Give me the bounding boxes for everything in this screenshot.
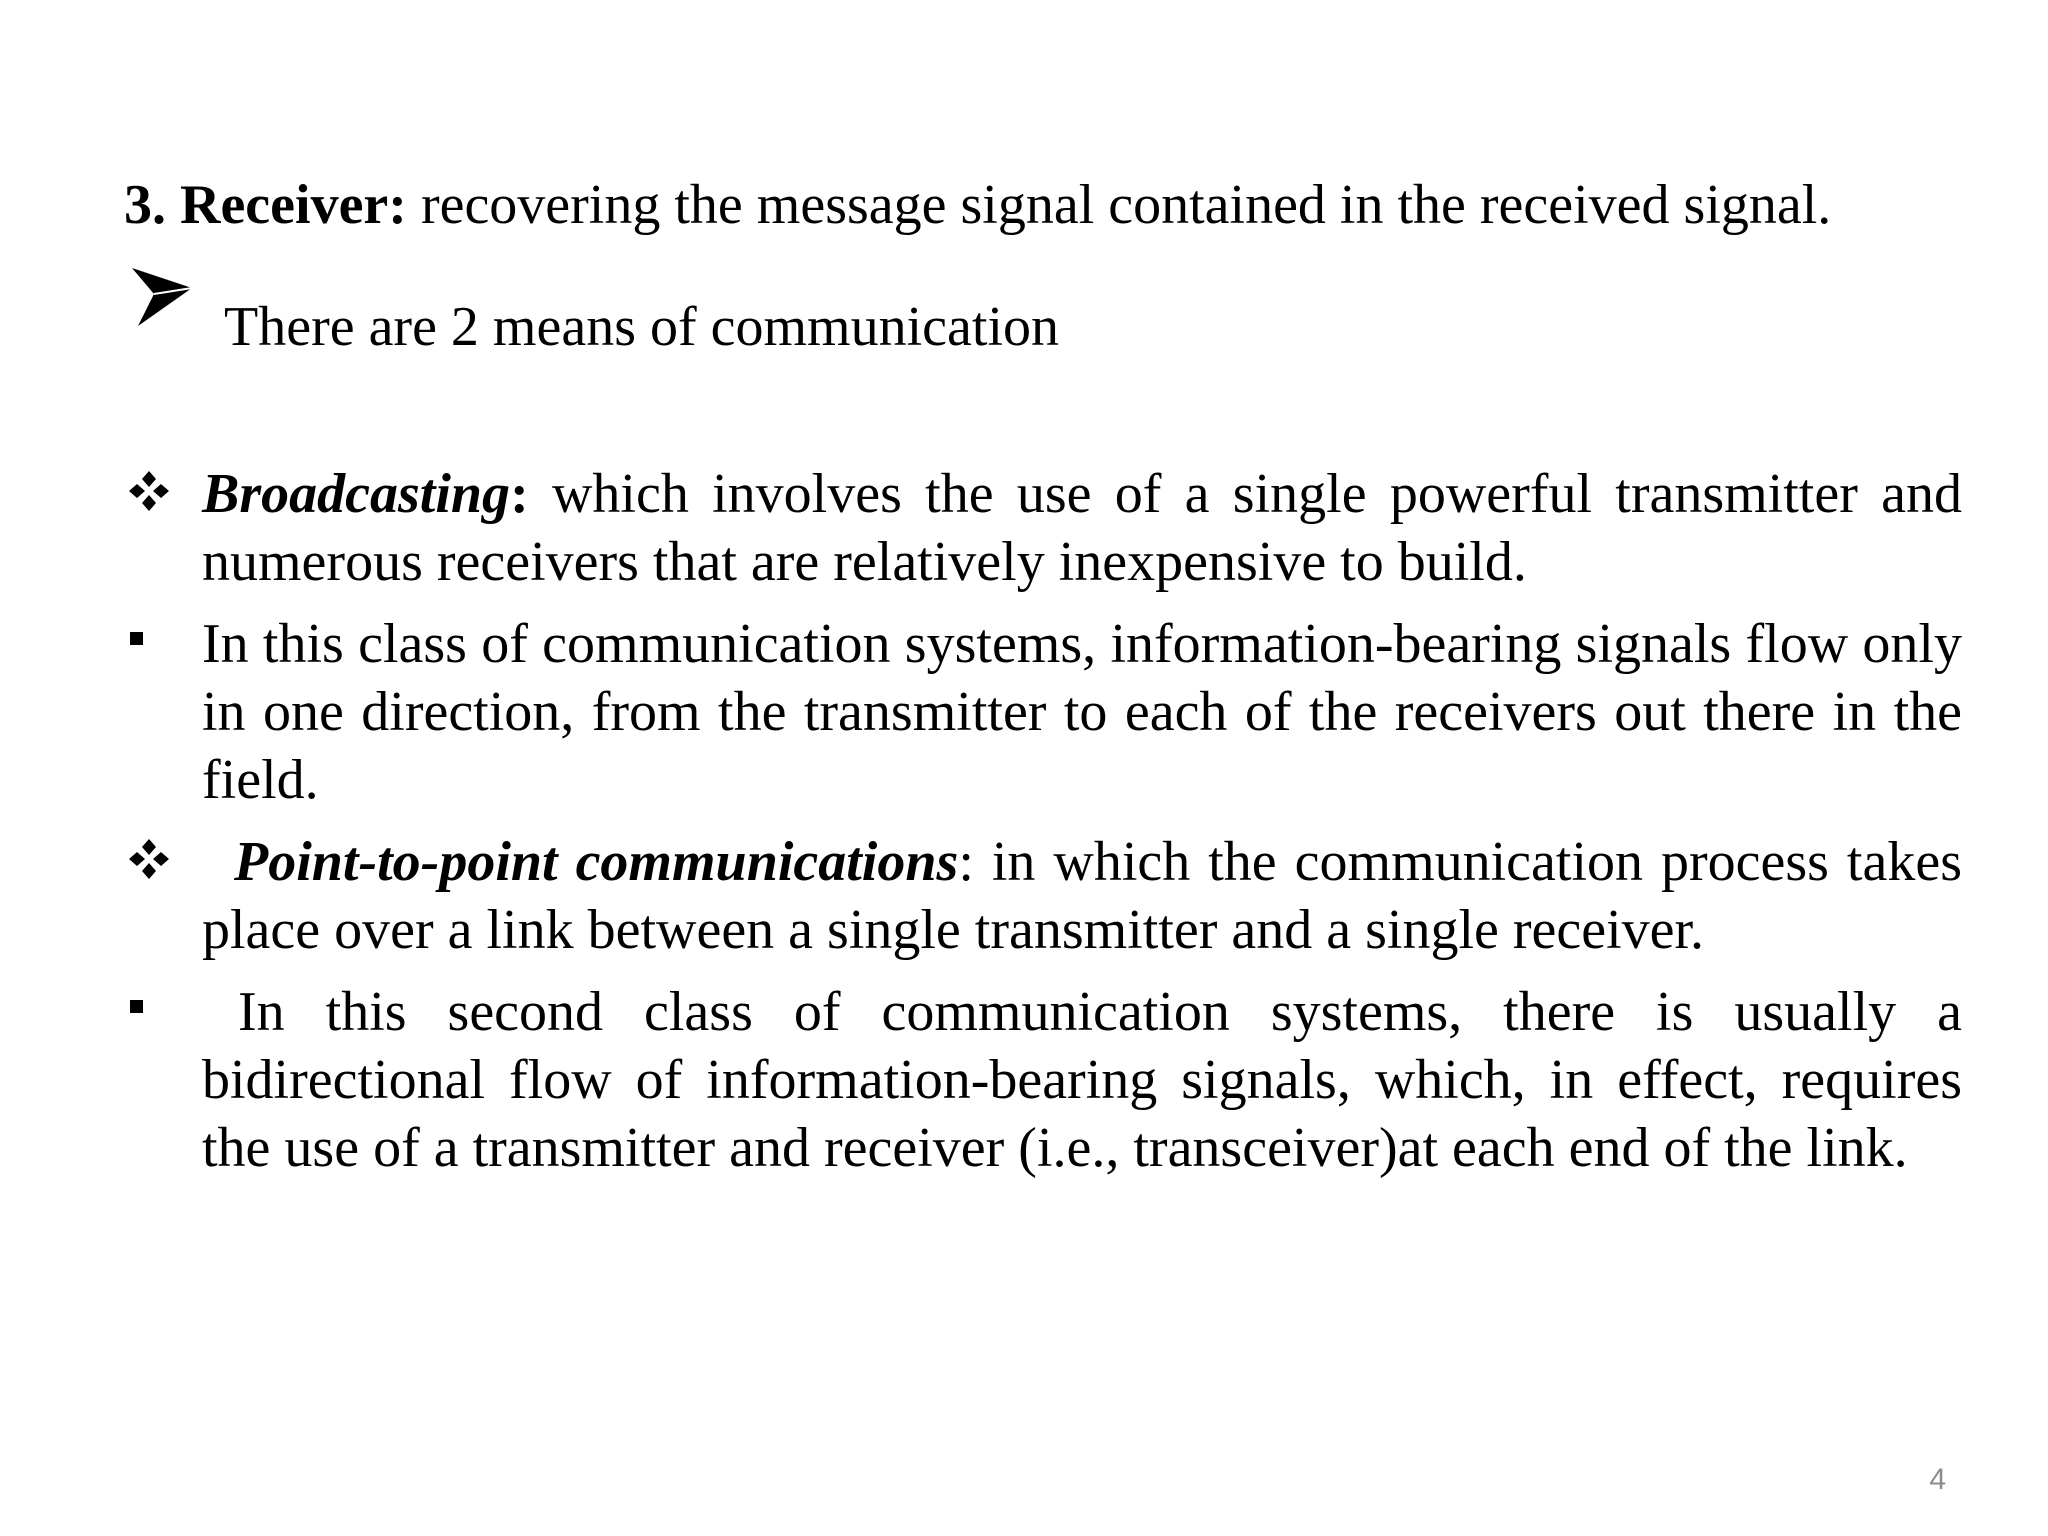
heading-number: 3. Receiver:	[124, 174, 407, 236]
term-point-to-point: Point-to-point communications	[234, 831, 959, 893]
list-item-text: In this class of communication systems, information-bearing signals flow only in one direction, from the transmitter to each of the receivers out there in the field.	[202, 613, 1962, 811]
receiver-heading	[124, 172, 1831, 238]
list-item-broadcasting	[124, 460, 1962, 596]
arrowhead-bullet-icon	[130, 264, 194, 328]
intro-line	[124, 258, 1324, 358]
list-item-text: Point-to-point communications: in which the communication process takes place over a link between a single transmitter and a single receiver.	[202, 831, 1962, 961]
square-bullet-icon	[130, 632, 143, 645]
square-bullet-icon	[130, 1000, 143, 1013]
list-item-text: In this second class of communication systems, there is usually a bidirectional flow of information-bearing signals, which, in effect, requires the use of a transmitter and receiver (i.e., transceiver)at each end of the link.	[202, 981, 1962, 1179]
diamond-cluster-bullet-icon	[128, 470, 170, 512]
term-broadcasting: Broadcasting	[202, 463, 511, 525]
heading-text: recovering the message signal contained in the received signal.	[406, 174, 1832, 236]
list-item-point-to-point-detail	[124, 978, 1962, 1182]
diamond-cluster-bullet-icon	[128, 838, 170, 880]
list-item-text: Broadcasting: which involves the use of a single powerful transmitter and numerous receivers that are relatively inexpensive to build.	[202, 463, 1962, 593]
intro-text: There are 2 means of communication	[224, 296, 1059, 358]
list-item-point-to-point	[124, 828, 1962, 964]
list-item-broadcasting-detail	[124, 610, 1962, 814]
page-number: 4	[1929, 1463, 1946, 1496]
